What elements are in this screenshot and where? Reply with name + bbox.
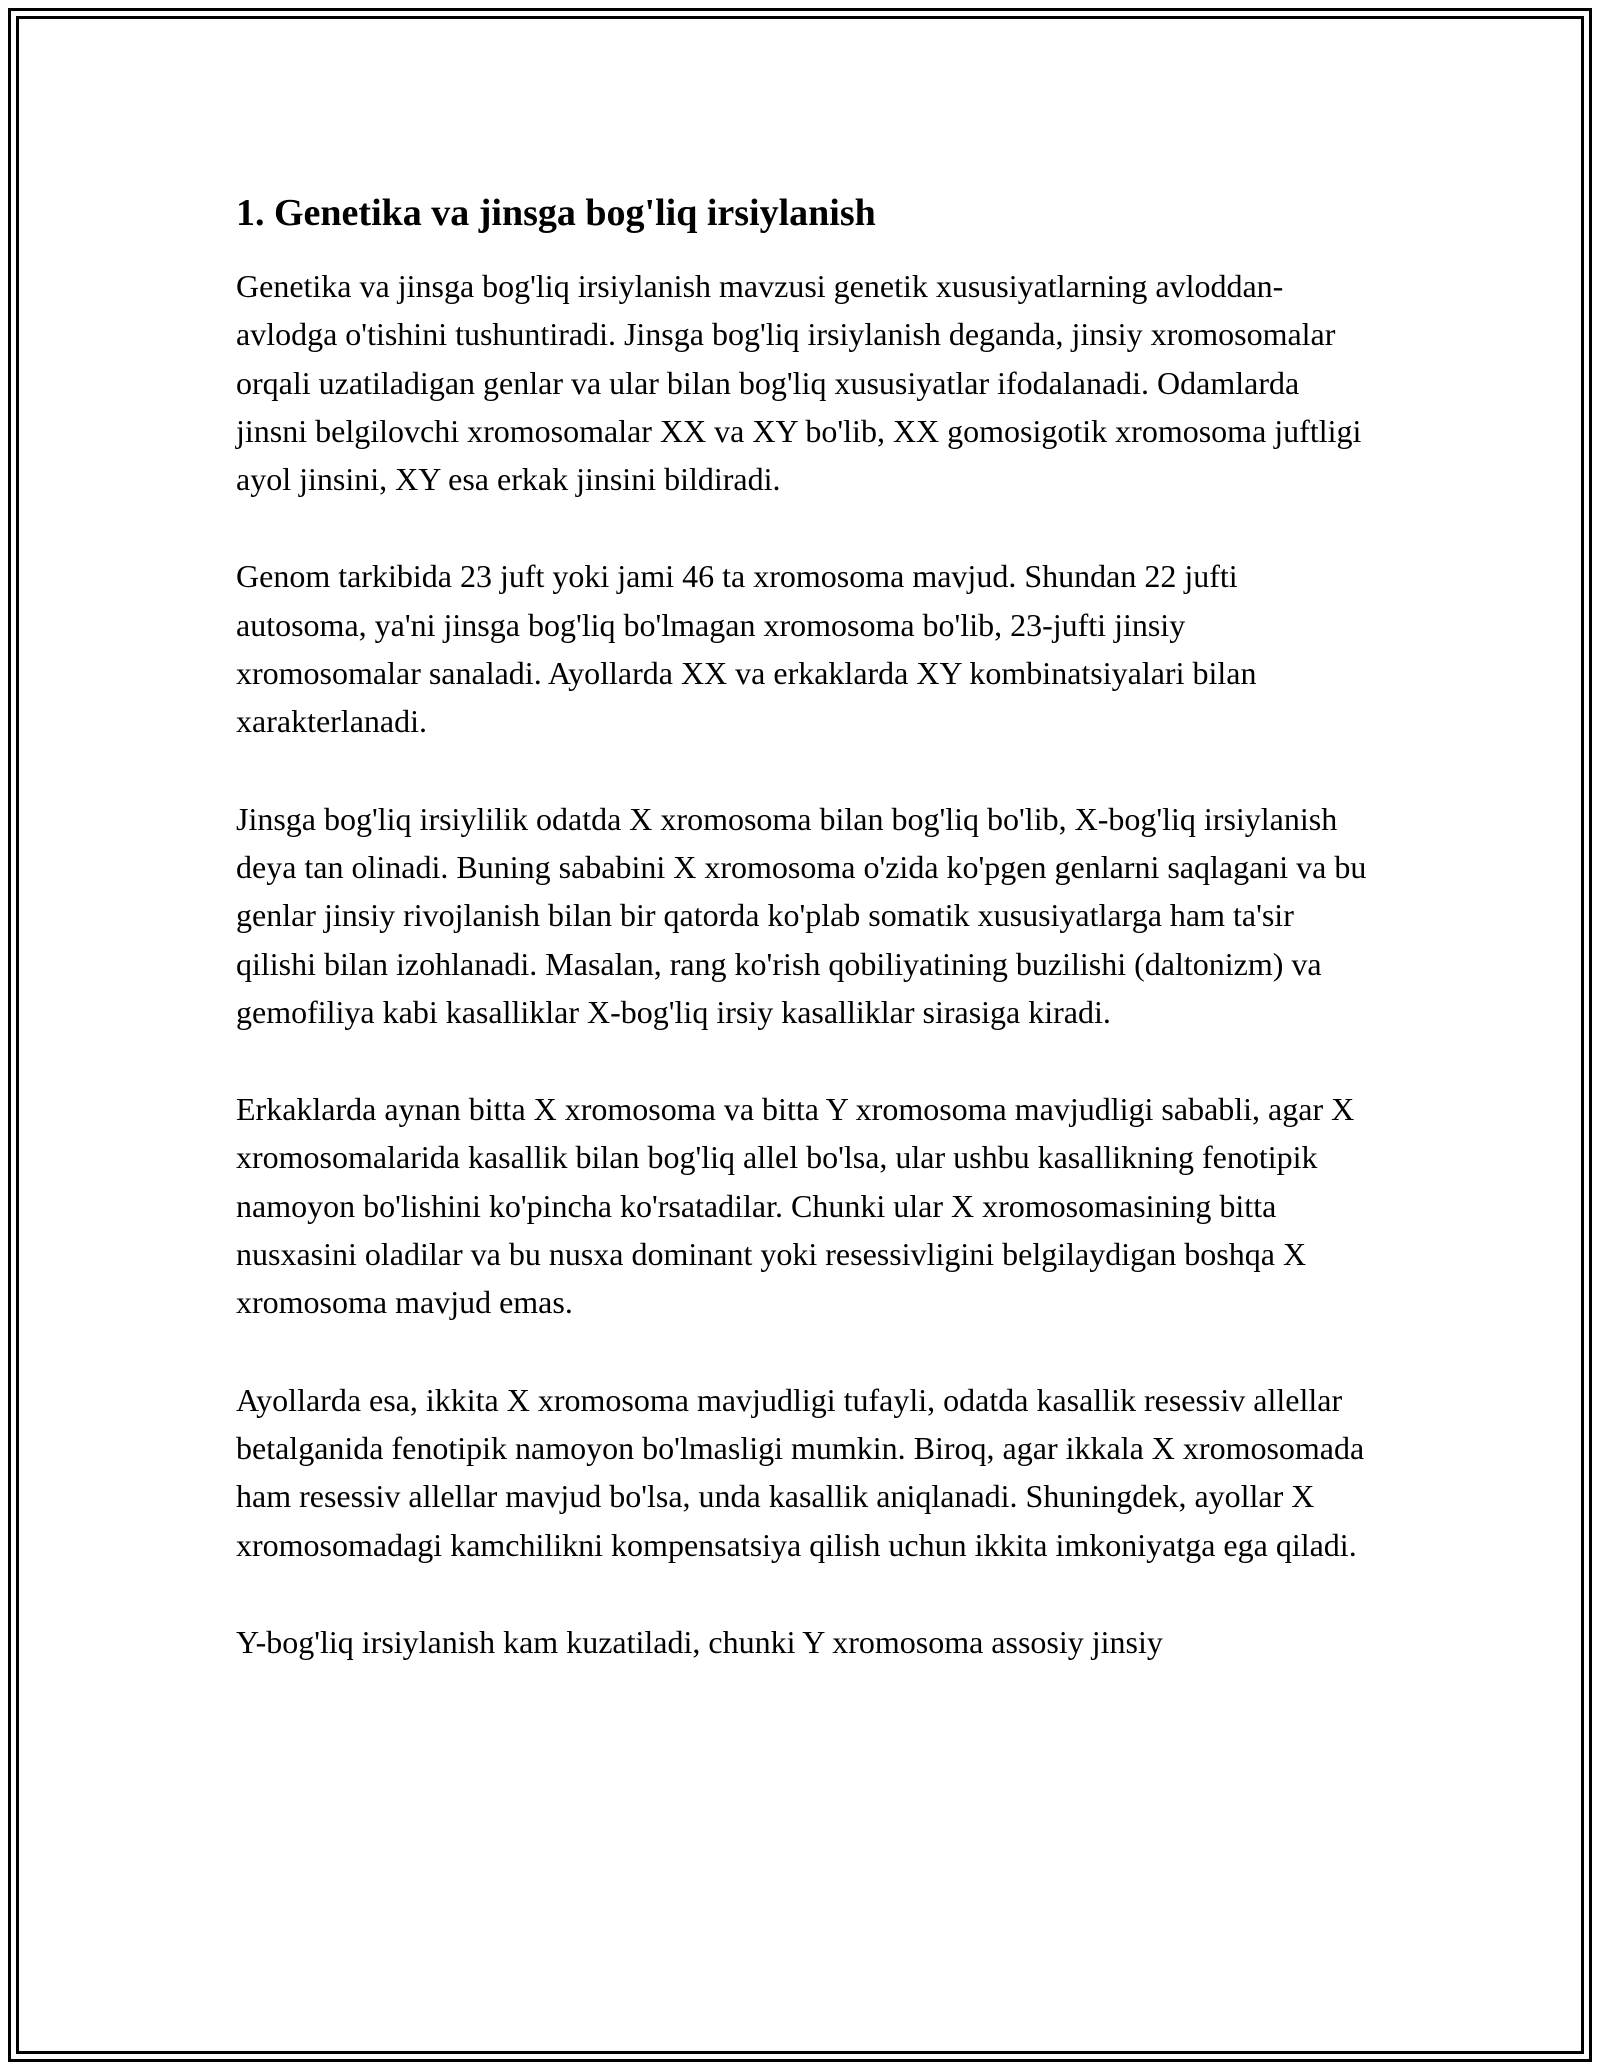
paragraph-sex-linked-inheritance-intro: Genetika va jinsga bog'liq irsiylanish mavzusi genetik xususiyatlarning avloddan-avlodga o'tishini tushuntiradi. Jinsga bog'liq irsiylanish deganda, jinsiy xromosomalar orqali uzatiladigan genlar va ular bilan bog'liq xususiyatlar ifodalanadi. Odamlarda jinsni belgilovchi xromosomalar XX va XY bo'lib, XX gomosigotik xromosoma juftligi ayol jinsini, XY esa erkak jinsini bildiradi. — [236, 268, 1362, 498]
document-body — [236, 186, 1368, 1715]
paragraph-females-two-x: Ayollarda esa, ikkita X xromosoma mavjudligi tufayli, odatda kasallik resessiv allellar betalganida fenotipik namoyon bo'lmasligi mumkin. Biroq, agar ikkala X xromosomada ham resessiv allellar mavjud bo'lsa, unda kasallik aniqlanadi. Shuningdek, ayollar X xromosomadagi kamchilikni kompensatsiya qilish uchun ikkita imkoniyatga ega qiladi. — [236, 1381, 1365, 1563]
paragraph-genome-chromosomes: Genom tarkibida 23 juft yoki jami 46 ta xromosoma mavjud. Shundan 22 jufti autosoma, ya'ni jinsga bog'liq bo'lmagan xromosoma bo'lib, 23-jufti jinsiy xromosomalar sanaladi. Ayollarda XX va erkaklarda XY kombinatsiyalari bilan xarakterlanadi. — [236, 558, 1257, 740]
section-heading: 1. Genetika va jinsga bog'liq irsiylanish — [236, 192, 876, 234]
paragraph-y-linked-inheritance: Y-bog'liq irsiylanish kam kuzatiladi, chunki Y xromosoma assosiy jinsiy — [236, 1623, 1163, 1660]
paragraph-males-x-chromosome: Erkaklarda aynan bitta X xromosoma va bitta Y xromosoma mavjudligi sababli, agar X xromosomalarida kasallik bilan bog'liq allel bo'lsa, ular ushbu kasallikning fenotipik namoyon bo'lishini ko'pincha ko'rsatadilar. Chunki ular X xromosomasining bitta nusxasini oladilar va bu nusxa dominant yoki resessivligini belgilaydigan boshqa X xromosoma mavjud emas. — [236, 1091, 1355, 1321]
paragraph-x-linked-inheritance: Jinsga bog'liq irsiylilik odatda X xromosoma bilan bog'liq bo'lib, X-bog'liq irsiylanish deya tan olinadi. Buning sababini X xromosoma o'zida ko'pgen genlarni saqlagani va bu genlar jinsiy rivojlanish bilan bir qatorda ko'plab somatik xususiyatlarga ham ta'sir qilishi bilan izohlanadi. Masalan, rang ko'rish qobiliyatining buzilishi (daltonizm) va gemofiliya kabi kasalliklar X-bog'liq irsiy kasalliklar sirasiga kiradi. — [236, 800, 1367, 1030]
